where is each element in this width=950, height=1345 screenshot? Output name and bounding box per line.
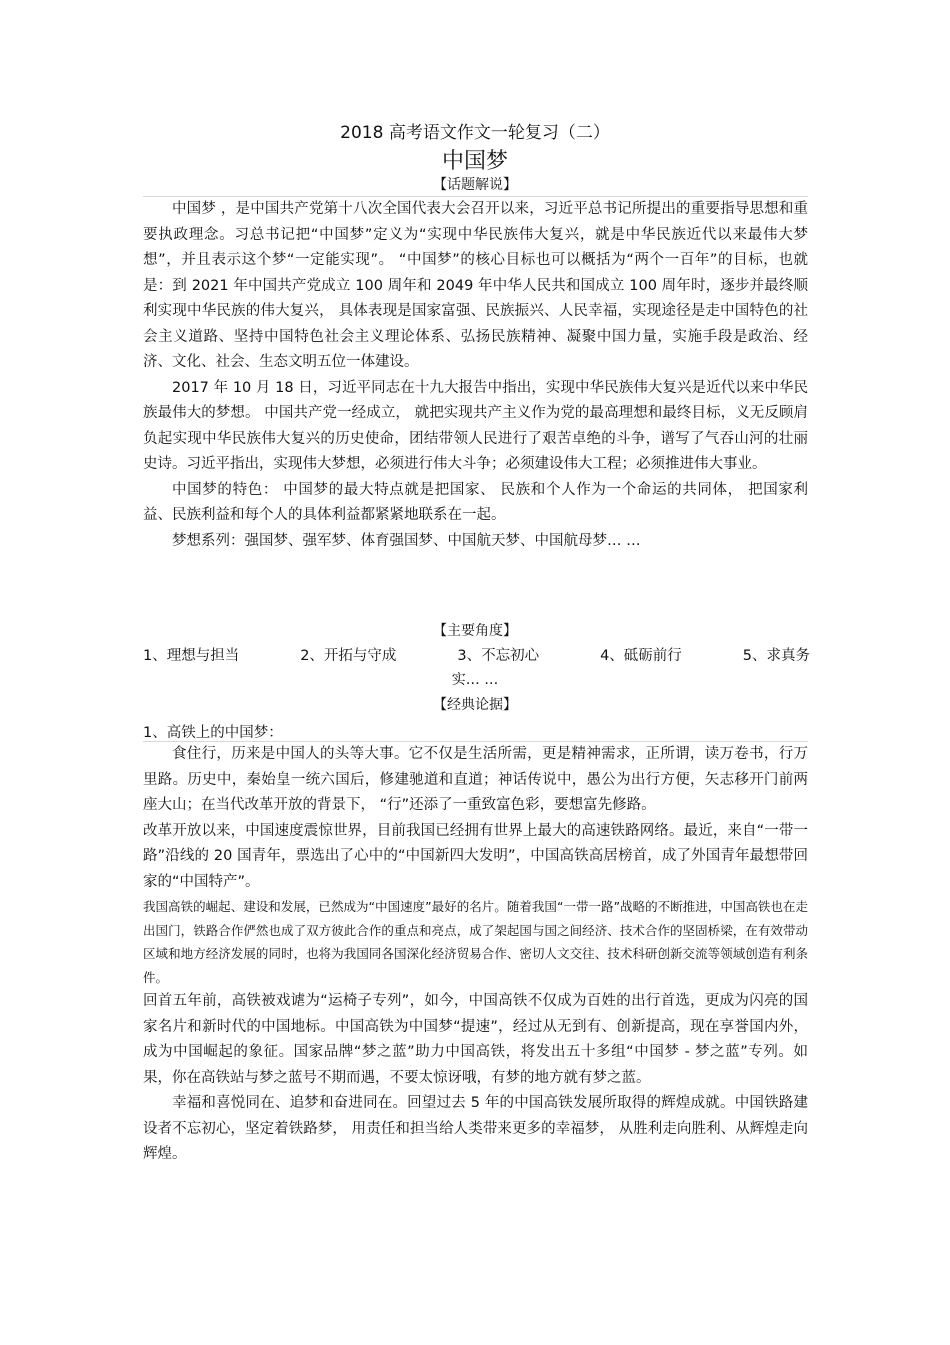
angle-item: 4、砥砺前行 bbox=[600, 648, 682, 664]
argument-paragraph: 改革开放以来，中国速度震惊世界，目前我国已经拥有世界上最大的高速铁路网络。最近，来自“一带一路”沿线的 20 国青年，票选出了心中的“中国新四大发明”，中国高铁高居榜首，成了外国青年最想带回家的“中国特产”。 bbox=[143, 822, 808, 890]
angle-item: 3、不忘初心 bbox=[457, 648, 540, 664]
angle-item: 2、开拓与守成 bbox=[300, 648, 397, 664]
topic-section bbox=[143, 197, 808, 554]
angles-list bbox=[143, 644, 810, 665]
angle-item: 1、理想与担当 bbox=[143, 648, 240, 664]
angles-continuation: 实… … bbox=[451, 672, 499, 688]
argument-paragraph-small: 我国高铁的崛起、建设和发展，已然成为“中国速度”最好的名片。随着我国“一带一路”战略的不断推进，中国高铁也在走出国门，铁路合作俨然也成了双方彼此合作的重点和亮点，成了架起国与国之间经济、技术合作的坚固桥梁，在有效带动区域和地方经济发展的同时，也将为我国同各国深化经济贸易合作、密切人文交往、技术科研创新交流等领域创造有利条件。 bbox=[143, 899, 808, 985]
argument-paragraph: 食住行，历来是中国人的头等大事。它不仅是生活所需，更是精神需求，正所谓，读万卷书，行万里路。历史中，秦始皇一统六国后，修建驰道和直道；神话传说中，愚公为出行方便，矢志移开门前两座大山；在当代改革开放的背景下， “行”还添了一重致富色彩，要想富先修路。 bbox=[143, 746, 808, 813]
topic-heading: 【话题解说】 bbox=[433, 177, 517, 193]
topic-paragraph: 中国梦的特色： 中国梦的最大特点就是把国家、 民族和个人作为一个命运的共同体， 把国家利益、民族利益和每个人的具体利益都紧紧地联系在一起。 bbox=[143, 481, 808, 523]
argument-paragraph: 回首五年前，高铁被戏谑为“运椅子专列”，如今，中国高铁不仅成为百姓的出行首选，更成为闪亮的国家名片和新时代的中国地标。中国高铁为中国梦“提速”，经过从无到有、创新提高，现在享誉国内外，成为中国崛起的象征。国家品牌“梦之蓝”助力中国高铁，将发出五十多组“中国梦 - 梦之蓝”专列。如果，你在高铁站与梦之蓝号不期而遇，不要太惊讶哦，有梦的地方就有梦之蓝。 bbox=[143, 993, 808, 1086]
argument-paragraph: 幸福和喜悦同在、追梦和奋进同在。回望过去 5 年的中国高铁发展所取得的辉煌成就。中国铁路建设者不忘初心，坚定着铁路梦， 用责任和担当给人类带来更多的幸福梦， 从胜利走向胜利、从辉煌走向辉煌。 bbox=[143, 1095, 808, 1162]
topic-paragraph: 2017 年 10 月 18 日，习近平同志在十九大报告中指出，实现中华民族伟大复兴是近代以来中华民族最伟大的梦想。 中国共产党一经成立， 就把实现共产主义作为党的最高理想和最终目标，义无反顾肩负起实现中华民族伟大复兴的历史使命，团结带领人民进行了艰苦卓绝的斗争，谱写了气吞山河的壮丽史诗。习近平指出，实现伟大梦想，必须进行伟大斗争；必须建设伟大工程；必须推进伟大事业。 bbox=[143, 379, 808, 472]
topic-paragraph: 梦想系列：强国梦、强军梦、体育强国梦、中国航天梦、中国航母梦… … bbox=[172, 532, 641, 549]
document-title: 2018 高考语文作文一轮复习（二） bbox=[340, 123, 610, 143]
argument-title: 1、高铁上的中国梦： bbox=[143, 725, 283, 741]
topic-paragraph: 中国梦 ，是中国共产党第十八次全国代表大会召开以来，习近平总书记所提出的重要指导思想和重要执政理念。习总书记把“中国梦”定义为“实现中华民族伟大复兴，就是中华民族近代以来最伟大梦想”，并且表示这个梦“一定能实现”。 “中国梦”的核心目标也可以概括为“两个一百年”的目标，也就是：到 2021 年中国共产党成立 100 周年和 2049 年中华人民共和国成立 100 周年时，逐步并最终顺利实现中华民族的伟大复兴， 具体表现是国家富强、民族振兴、人民幸福，实现途径是走中国特色的社会主义道路、坚持中国特色社会主义理论体系、弘扬民族精神、凝聚中国力量，实施手段是政治、经济、文化、社会、生态文明五位一体建设。 bbox=[143, 201, 808, 370]
document-subtitle: 中国梦 bbox=[441, 149, 508, 174]
classic-heading: 【经典论据】 bbox=[433, 697, 517, 713]
angles-heading: 【主要角度】 bbox=[433, 623, 517, 639]
argument-body bbox=[143, 742, 808, 1168]
angle-item: 5、求真务 bbox=[742, 648, 810, 664]
